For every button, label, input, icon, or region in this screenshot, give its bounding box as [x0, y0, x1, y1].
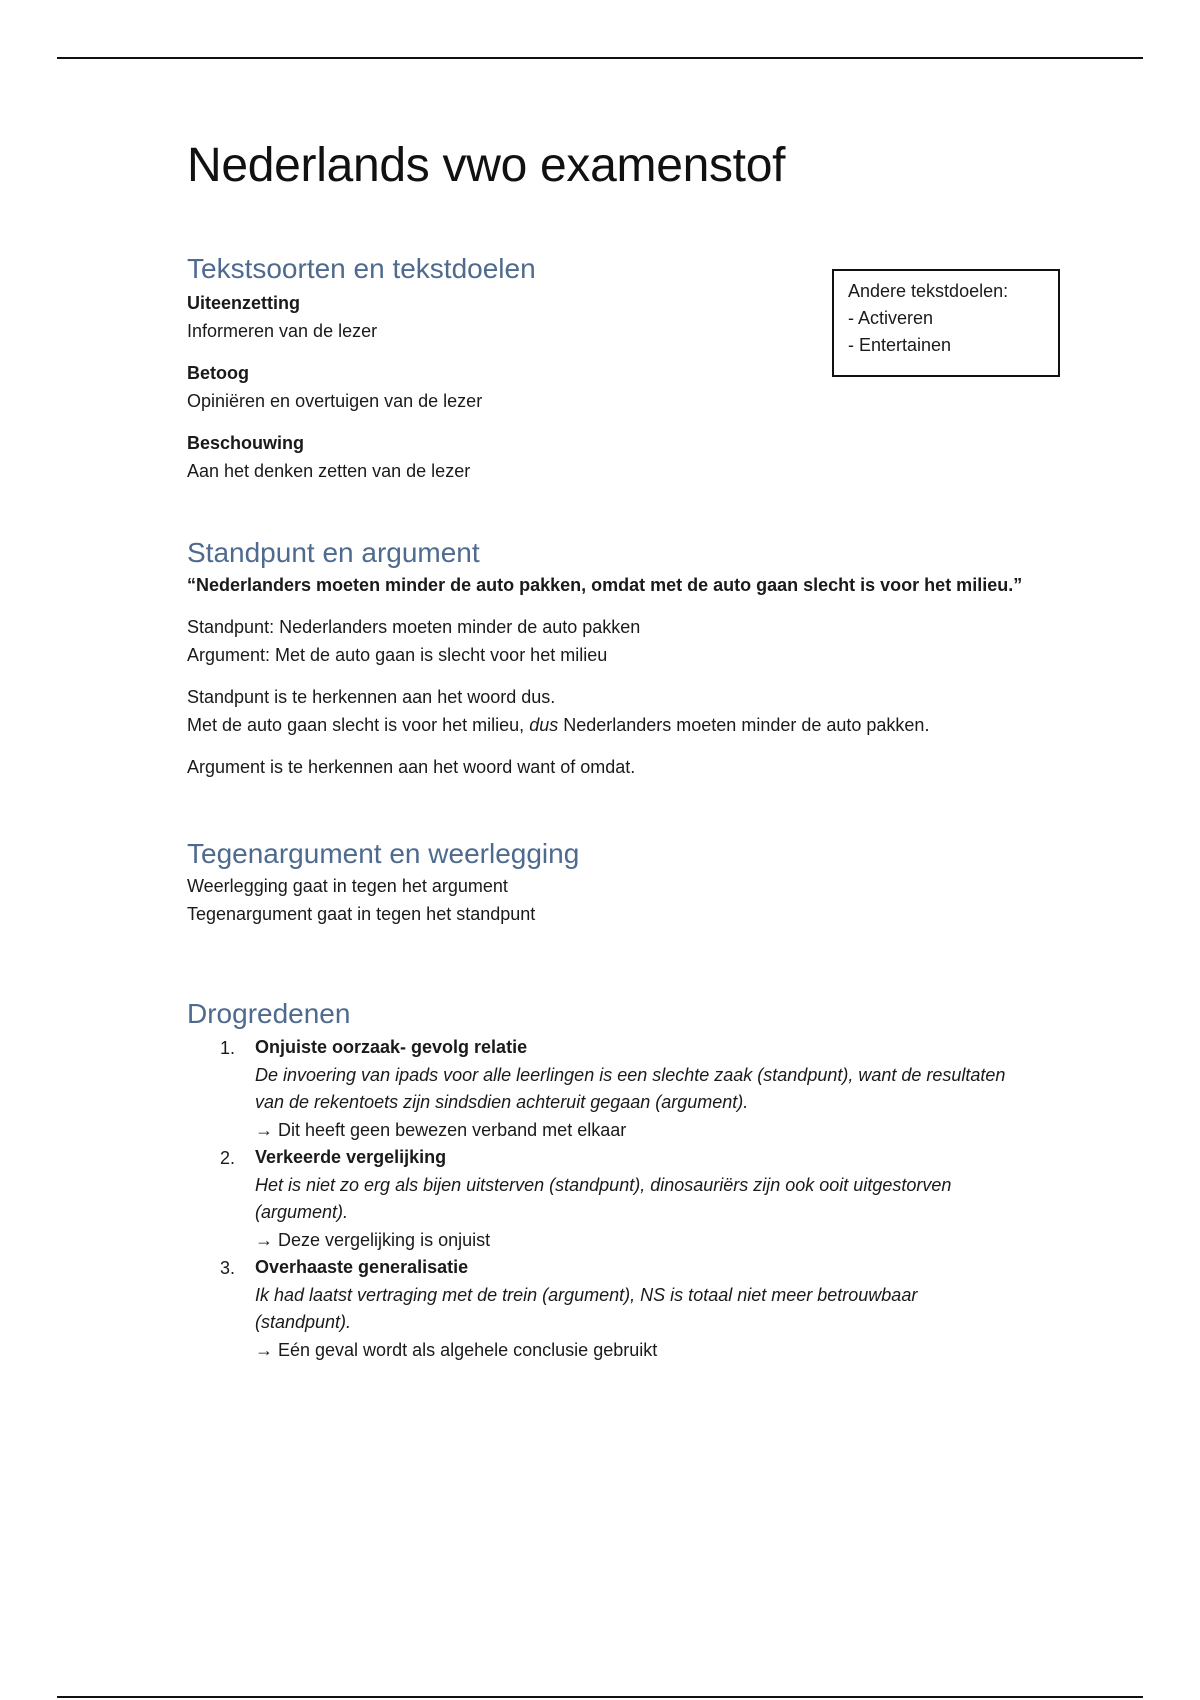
section-standpunt	[187, 537, 1022, 781]
definition-term: Uiteenzetting	[187, 293, 301, 313]
definition-description: Opiniëren en overtuigen van de lezer	[187, 391, 483, 411]
section-tegenargument	[187, 838, 579, 928]
section-heading-standpunt: Standpunt en argument	[187, 537, 480, 568]
fallacy-name: Overhaaste generalisatie	[255, 1257, 469, 1277]
argument-recognize-text: Argument is te herkennen aan het woord want of omdat.	[187, 757, 636, 777]
list-number: 3.	[220, 1258, 236, 1278]
section-heading-tegenargument: Tegenargument en weerlegging	[187, 838, 580, 869]
top-horizontal-rule	[57, 57, 1143, 59]
example-before: Met de auto gaan slecht is voor het milieu,	[187, 715, 530, 735]
standpunt-recognize-text: Standpunt is te herkennen aan het woord dus.	[187, 687, 556, 707]
list-item	[187, 1144, 1005, 1254]
box-heading: Andere tekstdoelen:	[848, 281, 1009, 301]
section-tekstsoorten	[187, 253, 536, 499]
fallacy-explanation: → Eén geval wordt als algehele conclusie gebruikt	[255, 1339, 658, 1360]
definition-description: Aan het denken zetten van de lezer	[187, 461, 471, 481]
standpunt-recognition	[187, 683, 1022, 739]
definition-term: Beschouwing	[187, 433, 305, 453]
fallacy-example-line: Het is niet zo erg als bijen uitsterven (standpunt), dinosauriërs zijn ook ooit uitgestorven	[255, 1174, 952, 1195]
fallacy-example-line: (argument).	[255, 1202, 349, 1222]
argument-line: Argument: Met de auto gaan is slecht voor het milieu	[187, 645, 608, 665]
example-keyword: dus	[529, 715, 559, 735]
definition-beschouwing	[187, 429, 536, 485]
definition-term: Betoog	[187, 363, 249, 383]
example-sentence	[187, 711, 1022, 739]
weerlegging-line: Weerlegging gaat in tegen het argument	[187, 876, 508, 896]
fallacy-name: Verkeerde vergelijking	[255, 1147, 447, 1167]
andere-tekstdoelen-box	[832, 269, 1060, 377]
list-number: 2.	[220, 1148, 236, 1168]
fallacy-list	[187, 1034, 1005, 1364]
definition-description: Informeren van de lezer	[187, 321, 378, 341]
fallacy-example-line: (standpunt).	[255, 1312, 352, 1332]
list-number: 1.	[220, 1038, 236, 1058]
fallacy-name: Onjuiste oorzaak- gevolg relatie	[255, 1037, 528, 1057]
box-item: - Activeren	[848, 308, 934, 328]
example-after: Nederlanders moeten minder de auto pakken.	[558, 715, 930, 735]
example-quote: “Nederlanders moeten minder de auto pakken, omdat met de auto gaan slecht is voor het milieu.”	[187, 575, 1023, 595]
document-title: Nederlands vwo examenstof	[187, 139, 786, 192]
section-drogredenen	[187, 998, 1005, 1364]
bottom-horizontal-rule	[57, 1696, 1143, 1698]
section-heading-drogredenen: Drogredenen	[187, 998, 351, 1029]
definition-betoog	[187, 359, 536, 415]
tegenargument-line: Tegenargument gaat in tegen het standpunt	[187, 904, 536, 924]
section-heading-tekstsoorten: Tekstsoorten en tekstdoelen	[187, 253, 536, 284]
fallacy-example-line: van de rekentoets zijn sindsdien achteruit gegaan (argument).	[255, 1092, 749, 1112]
fallacy-example-line: Ik had laatst vertraging met de trein (argument), NS is totaal niet meer betrouwbaar	[255, 1284, 918, 1305]
list-item	[187, 1034, 1005, 1144]
standpunt-argument-lines	[187, 613, 1022, 669]
fallacy-example-line: De invoering van ipads voor alle leerlingen is een slechte zaak (standpunt), want de resultaten	[255, 1064, 1006, 1085]
definition-uiteenzetting	[187, 289, 536, 345]
box-item: - Entertainen	[848, 335, 952, 355]
fallacy-explanation: → Deze vergelijking is onjuist	[255, 1229, 491, 1250]
standpunt-line: Standpunt: Nederlanders moeten minder de auto pakken	[187, 617, 641, 637]
list-item	[187, 1254, 1005, 1364]
fallacy-explanation: → Dit heeft geen bewezen verband met elkaar	[255, 1119, 627, 1140]
